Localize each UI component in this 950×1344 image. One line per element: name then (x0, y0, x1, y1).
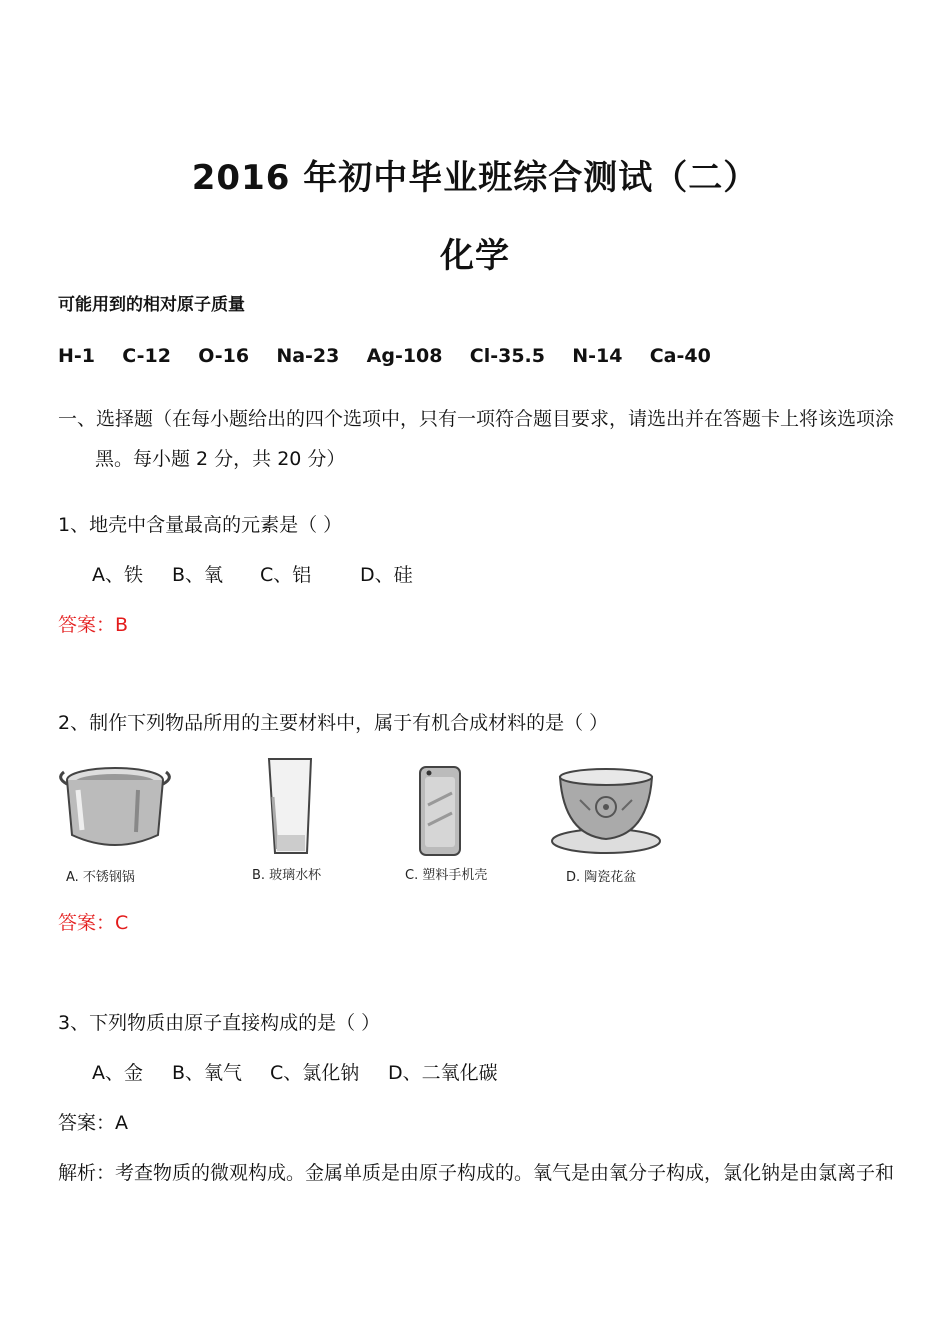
question-3-options (92, 1058, 498, 1085)
caption-d: D. 陶瓷花盆 (566, 870, 637, 885)
question-2-stem: 2、制作下列物品所用的主要材料中，属于有机合成材料的是（ ） (58, 712, 609, 734)
option-a: A、金 (92, 1062, 143, 1084)
stainless-pot-image (58, 760, 173, 855)
page-title: 2016 年初中毕业班综合测试（二） (191, 158, 759, 198)
mass-item: Cl-35.5 (469, 345, 545, 367)
glass-cup-image (265, 757, 315, 857)
caption-c: C. 塑料手机壳 (405, 868, 488, 883)
option-b: B、氧 (172, 564, 224, 586)
mass-item: C-12 (122, 345, 171, 367)
option-c: C、铝 (260, 564, 312, 586)
question-3-analysis: 解析：考查物质的微观构成。金属单质是由原子构成的。氧气是由氧分子构成，氯化钠是由氯离子和 (58, 1162, 895, 1184)
masses-list (58, 345, 711, 367)
question-1-options (92, 560, 413, 587)
option-d: D、硅 (360, 564, 413, 586)
mass-item: Ag-108 (366, 345, 443, 367)
option-c: C、氯化钠 (270, 1062, 360, 1084)
section-heading-line1: 一、选择题（在每小题给出的四个选项中，只有一项符合题目要求，请选出并在答题卡上将该选项涂 (58, 408, 895, 430)
question-1-stem: 1、地壳中含量最高的元素是（ ） (58, 514, 343, 536)
caption-b: B. 玻璃水杯 (252, 868, 322, 883)
ceramic-pot-image (550, 765, 662, 857)
section-heading-line2: 黑。每小题 2 分，共 20 分） (95, 448, 346, 470)
mass-item: N-14 (572, 345, 623, 367)
mass-item: O-16 (198, 345, 250, 367)
option-a: A、铁 (92, 564, 143, 586)
question-1-answer: 答案：B (58, 614, 129, 636)
question-3-answer: 答案：A (58, 1112, 128, 1134)
masses-heading: 可能用到的相对原子质量 (58, 295, 245, 315)
option-b: B、氧气 (172, 1062, 243, 1084)
caption-a: A. 不锈钢锅 (66, 870, 135, 885)
mass-item: Na-23 (276, 345, 340, 367)
question-2-answer: 答案：C (58, 912, 129, 934)
question-3-stem: 3、下列物质由原子直接构成的是（ ） (58, 1012, 381, 1034)
phone-case-image (418, 765, 463, 857)
mass-item: Ca-40 (649, 345, 711, 367)
mass-item: H-1 (58, 345, 96, 367)
option-d: D、二氧化碳 (388, 1062, 498, 1084)
subject-title: 化学 (440, 236, 510, 276)
